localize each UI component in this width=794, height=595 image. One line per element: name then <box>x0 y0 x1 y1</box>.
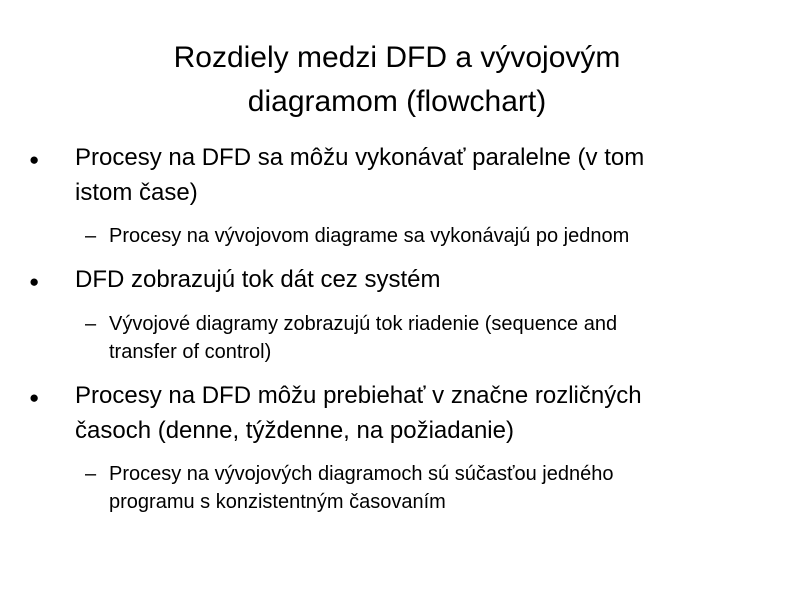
bullet-text <box>75 262 755 297</box>
sub-bullet-text-line: Procesy na vývojovom diagrame sa vykonávajú po jednom <box>109 225 630 247</box>
bullet-text <box>75 378 755 448</box>
sub-bullet-marker: – <box>85 313 97 335</box>
bullet-text-line: istom čase) <box>75 179 198 206</box>
sub-bullet-text-line: programu s konzistentným časovaním <box>109 491 446 513</box>
bullet-text <box>75 140 755 210</box>
sub-bullet-text <box>109 222 759 250</box>
sub-bullet-text-line: Procesy na vývojových diagramoch sú súčasťou jedného <box>109 463 614 485</box>
sub-bullet-marker: – <box>85 463 97 485</box>
sub-bullet-text <box>109 310 759 366</box>
title-line-2: diagramom (flowchart) <box>247 85 547 118</box>
sub-bullet-text-line: Vývojové diagramy zobrazujú tok riadenie (sequence and <box>109 313 618 335</box>
sub-bullet-text-line: transfer of control) <box>109 341 272 363</box>
bullet-marker: ● <box>29 150 40 169</box>
bullet-text-line: Procesy na DFD sa môžu vykonávať paralelne (v tom <box>75 144 645 171</box>
bullet-text-line: DFD zobrazujú tok dát cez systém <box>75 266 441 293</box>
bullet-marker: ● <box>29 272 40 291</box>
title-line-1: Rozdiely medzi DFD a vývojovým <box>173 41 621 74</box>
bullet-text-line: Procesy na DFD môžu prebiehať v značne rozličných <box>75 382 642 409</box>
bullet-marker: ● <box>29 388 40 407</box>
sub-bullet-marker: – <box>85 225 97 247</box>
bullet-text-line: časoch (denne, týždenne, na požiadanie) <box>75 417 514 444</box>
sub-bullet-text <box>109 460 759 516</box>
